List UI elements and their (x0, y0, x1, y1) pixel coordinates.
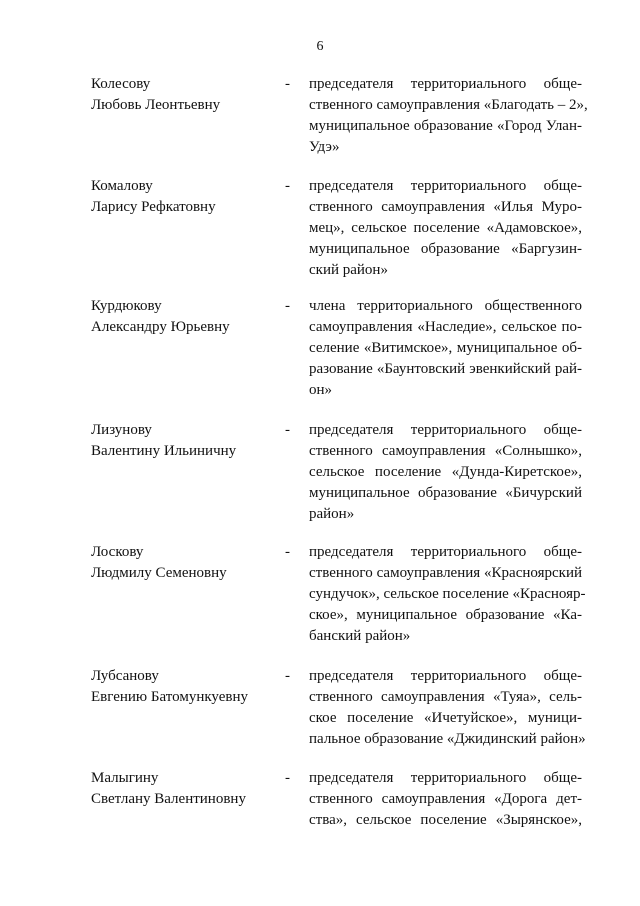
position-line: муниципальное образование «Баргузин- (309, 241, 582, 257)
page-number: 6 (316, 39, 324, 54)
position-line: муниципальное образование «Город Улан- (309, 118, 582, 134)
position-line: самоуправления «Наследие», сельское по- (309, 319, 582, 335)
position-line: разование «Баунтовский эвенкийский рай- (309, 361, 582, 377)
position-line: район» (309, 506, 355, 522)
position-line: сельское поселение «Дунда-Киретское», (309, 464, 582, 480)
person-name (91, 74, 281, 116)
person-position (309, 542, 586, 647)
dash-separator: - (285, 544, 290, 560)
person-surname: Лизунову (91, 422, 152, 438)
position-line: председателя территориального обще- (309, 770, 582, 786)
person-position (309, 74, 588, 158)
position-line: он» (309, 382, 333, 398)
position-line: председателя территориального обще- (309, 178, 582, 194)
person-given-names: Людмилу Семеновну (91, 565, 227, 581)
person-given-names: Ларису Рефкатовну (91, 199, 216, 215)
position-line: мец», сельское поселение «Адамовское», (309, 220, 582, 236)
position-line: ства», сельское поселение «Зырянское», (309, 812, 582, 828)
position-line: ственного самоуправления «Дорога дет- (309, 791, 582, 807)
person-name (91, 176, 281, 218)
person-name (91, 420, 281, 462)
dash-separator: - (285, 178, 290, 194)
position-line: председателя территориального обще- (309, 668, 582, 684)
person-surname: Лоскову (91, 544, 144, 560)
position-line: ственного самоуправления «Солнышко», (309, 443, 582, 459)
dash-separator: - (285, 668, 290, 684)
person-position (309, 176, 582, 281)
person-surname: Малыгину (91, 770, 159, 786)
person-position (309, 420, 582, 525)
position-line: селение «Витимское», муниципальное об- (309, 340, 582, 356)
position-line: председателя территориального обще- (309, 422, 582, 438)
position-line: ственного самоуправления «Красноярский (309, 565, 582, 581)
person-position (309, 296, 582, 401)
position-line: ственного самоуправления «Илья Муро- (309, 199, 582, 215)
dash-separator: - (285, 422, 290, 438)
person-name (91, 768, 281, 810)
dash-separator: - (285, 298, 290, 314)
position-line: председателя территориального обще- (309, 544, 582, 560)
person-position (309, 768, 582, 831)
position-line: ственного самоуправления «Благодать – 2», (309, 97, 588, 113)
position-line: ское поселение «Ичетуйское», муници- (309, 710, 582, 726)
position-line: муниципальное образование «Бичурский (309, 485, 582, 501)
position-line: ский район» (309, 262, 388, 278)
position-line: члена территориального общественного (309, 298, 582, 314)
person-given-names: Светлану Валентиновну (91, 791, 246, 807)
position-line: ственного самоуправления «Туяа», сель- (309, 689, 582, 705)
person-given-names: Александру Юрьевну (91, 319, 230, 335)
person-surname: Курдюкову (91, 298, 162, 314)
person-position (309, 666, 586, 750)
dash-separator: - (285, 76, 290, 92)
position-line: Удэ» (309, 139, 340, 155)
person-surname: Колесову (91, 76, 151, 92)
position-line: ское», муниципальное образование «Ка- (309, 607, 582, 623)
person-name (91, 666, 281, 708)
dash-separator: - (285, 770, 290, 786)
position-line: председателя территориального обще- (309, 76, 582, 92)
person-given-names: Валентину Ильиничну (91, 443, 237, 459)
person-surname: Лубсанову (91, 668, 159, 684)
person-name (91, 542, 281, 584)
position-line: банский район» (309, 628, 411, 644)
person-given-names: Евгению Батомункуевну (91, 689, 248, 705)
person-surname: Комалову (91, 178, 153, 194)
position-line: сундучок», сельское поселение «Краснояр- (309, 586, 586, 602)
person-name (91, 296, 281, 338)
position-line: пальное образование «Джидинский район» (309, 731, 586, 747)
person-given-names: Любовь Леонтьевну (91, 97, 221, 113)
